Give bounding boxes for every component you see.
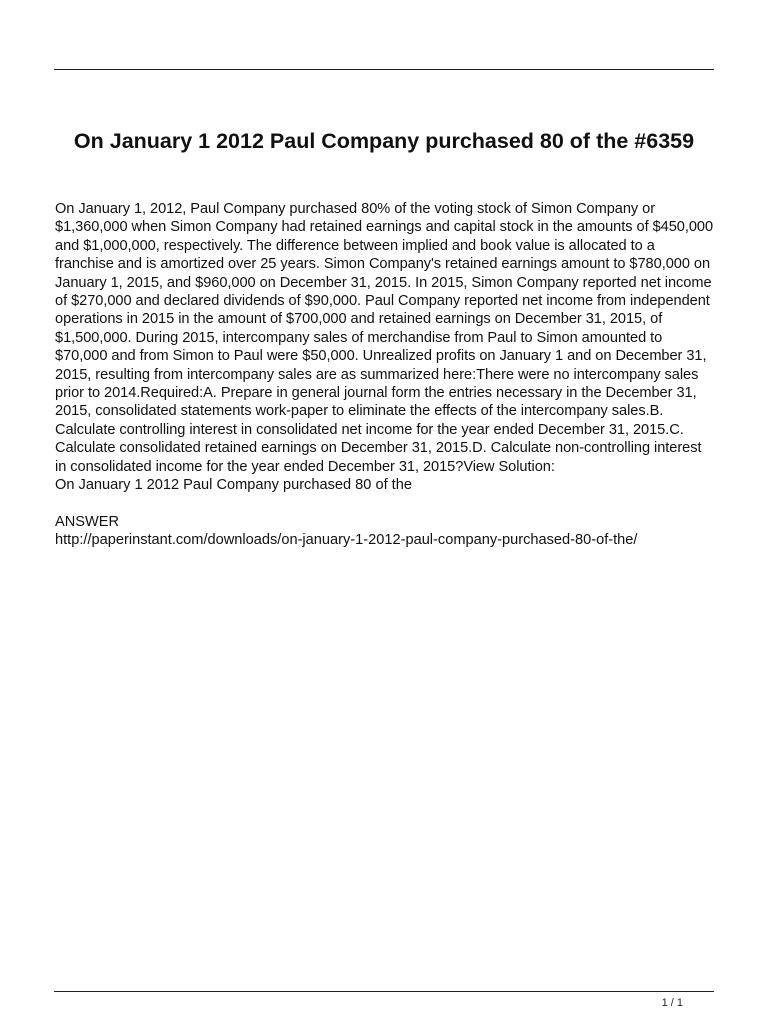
top-divider [54, 69, 714, 70]
bottom-divider [54, 991, 714, 992]
page-title: On January 1 2012 Paul Company purchased 80 of the #6359 [73, 129, 695, 153]
document-content [55, 200, 715, 549]
answer-label: ANSWER [55, 513, 120, 530]
answer-url-link[interactable]: http://paperinstant.com/downloads/on-january-1-2012-paul-company-purchased-80-of-the/ [55, 531, 638, 548]
answer-block [55, 513, 715, 550]
repeat-title-line: On January 1 2012 Paul Company purchased 80 of the [55, 477, 412, 494]
page-number: 1 / 1 [661, 997, 683, 1009]
body-paragraph: On January 1, 2012, Paul Company purchased 80% of the voting stock of Simon Company or $1,360,000 when Simon Company had retained earnings and capital stock in the amounts of $450,000 and $1,000,000, respectively. The difference between implied and book value is allocated to a franchise and is amortized over 25 years. Simon Company's retained earnings amount to $780,000 on January 1, 2015, and $960,000 on December 31, 2015. In 2015, Simon Company reported net income of $270,000 and declared dividends of $90,000. Paul Company reported net income from independent operations in 2015 in the amount of $700,000 and retained earnings on December 31, 2015, of $1,500,000. During 2015, intercompany sales of merchandise from Paul to Simon amounted to $70,000 and from Simon to Paul were $50,000. Unrealized profits on January 1 and on December 31, 2015, resulting from intercompany sales are as summarized here:There were no intercompany sales prior to 2014.Required:A. Prepare in general journal form the entries necessary in the December 31, 2015, consolidated statements work-paper to eliminate the effects of the intercompany sales.B. Calculate controlling interest in consolidated net income for the year ended December 31, 2015.C. Calculate consolidated retained earnings on December 31, 2015.D. Calculate non-controlling interest in consolidated income for the year ended December 31, 2015?View Solution: [55, 201, 714, 475]
